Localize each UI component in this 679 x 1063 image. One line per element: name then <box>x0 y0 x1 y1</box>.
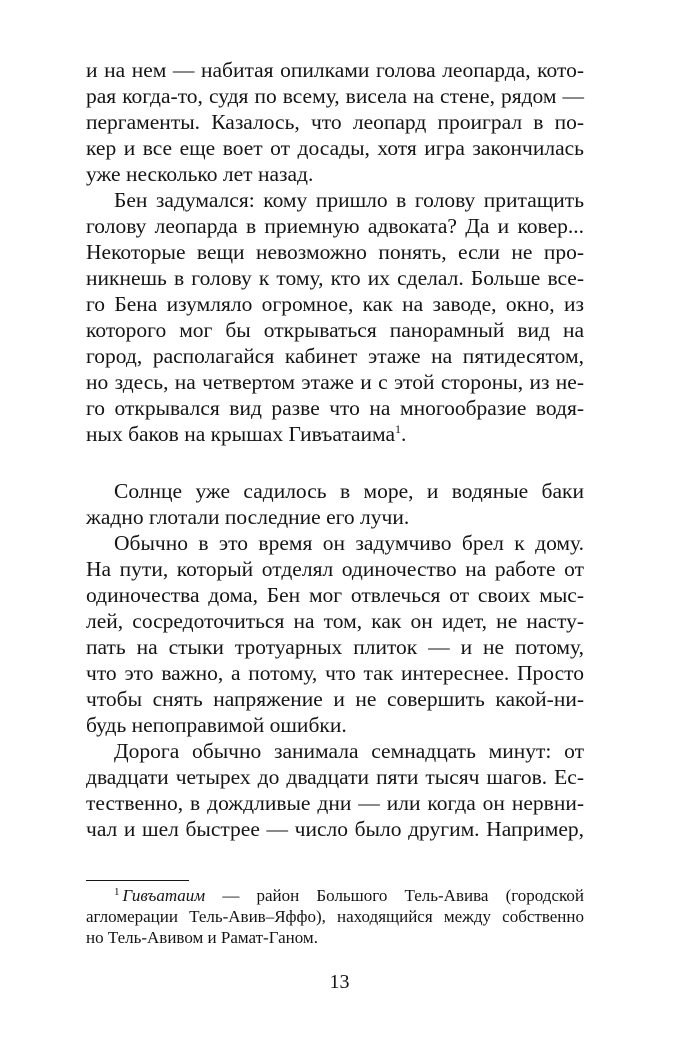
page-number: 13 <box>329 971 350 993</box>
text-line: На пути, который отделял одиночество на работе от <box>86 557 584 581</box>
text-line: уже несколько лет назад. <box>86 162 314 186</box>
text-line: и на нем — набитая опилками голова леопарда, кото- <box>86 58 584 82</box>
text-line: кер и все еще воет от досады, хотя игра закончилась <box>86 136 584 160</box>
text-line: рая когда-то, судя по всему, висела на стене, рядом — <box>86 84 584 108</box>
text-line <box>86 421 584 447</box>
text-line: жадно глотали последние его лучи. <box>86 505 410 529</box>
text-line: пать на стыки тротуарных плиток — и не потому, <box>86 635 584 659</box>
text-line: город, располагайся кабинет этаже на пятидесятом, <box>86 344 584 368</box>
footnote-line <box>114 886 584 906</box>
footnote-text: — район Большого Тель-Авива (городской <box>205 886 584 905</box>
text-line: что это важно, а потому, что так интереснее. Просто <box>86 661 584 685</box>
text-fragment: ных баков на крышах Гивъатаима <box>86 422 396 446</box>
text-line: Солнце уже садилось в море, и водяные баки <box>114 479 584 503</box>
text-fragment: . <box>401 422 407 446</box>
footnote-divider <box>86 880 189 881</box>
footnote-line: агломерации Тель-Авив–Яффо), находящийся между собственно <box>86 907 584 926</box>
text-line: Некоторые вещи невозможно понять, если не про- <box>86 240 584 264</box>
text-line: лей, сосредоточиться на том, как он идет, не насту- <box>86 609 584 633</box>
text-line: которого мог бы открываться панорамный вид на <box>86 318 584 342</box>
text-line: го Бена изумляло огромное, как на заводе, окно, из <box>86 292 584 316</box>
text-line: пергаменты. Казалось, что леопард проиграл в по- <box>86 110 584 134</box>
footnote-line: но Тель-Авивом и Рамат-Ганом. <box>86 928 318 947</box>
text-line: тественно, в дождливые дни — или когда он нервни- <box>86 791 584 815</box>
footnote-reference: 1 <box>395 422 402 436</box>
text-line: чал и шел быстрее — число было другим. Например, <box>86 817 584 841</box>
text-line: чтобы снять напряжение и не совершить какой-ни- <box>86 687 584 711</box>
text-line: никнешь в голову к тому, кто их сделал. Больше все- <box>86 266 584 290</box>
text-line: будь непоправимой ошибки. <box>86 713 347 737</box>
text-line: но здесь, на четвертом этаже и с этой стороны, из не- <box>86 370 584 394</box>
text-line: Обычно в это время он задумчиво брел к дому. <box>114 531 584 555</box>
text-line: Бен задумался: кому пришло в голову притащить <box>114 188 584 212</box>
footnote-term: Гивъатаим <box>122 886 206 905</box>
text-line: одиночества дома, Бен мог отвлечься от своих мыс- <box>86 583 584 607</box>
footnote-number: 1 <box>114 886 120 898</box>
text-line: Дорога обычно занимала семнадцать минут: от <box>114 739 584 763</box>
text-line: голову леопарда в приемную адвоката? Да и ковер... <box>86 214 584 238</box>
text-line: двадцати четырех до двадцати пяти тысяч шагов. Ес- <box>86 765 584 789</box>
text-line: го открывался вид разве что на многообразие водя- <box>86 396 584 420</box>
